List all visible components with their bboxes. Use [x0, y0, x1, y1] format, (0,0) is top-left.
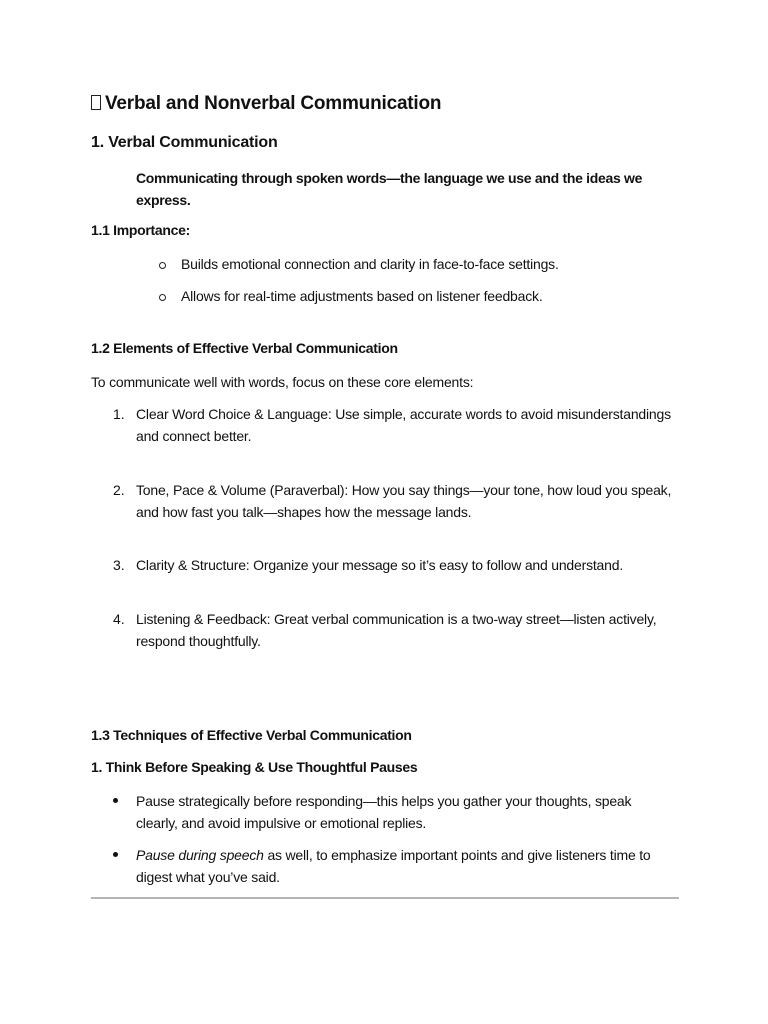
section-heading-verbal-communication: 1. Verbal Communication — [91, 134, 278, 151]
list-number: 4. — [113, 611, 125, 627]
subheading-importance: 1.1 Importance: — [91, 222, 190, 238]
bullet-icon — [113, 852, 118, 857]
bullet-icon — [113, 798, 118, 803]
list-number: 3. — [113, 557, 125, 573]
document-title: Verbal and Nonverbal Communication — [91, 93, 441, 115]
horizontal-divider — [91, 897, 679, 899]
emphasized-text: Pause during speech — [136, 847, 264, 863]
elements-intro: To communicate well with words, focus on these core elements: — [91, 374, 474, 390]
missing-glyph-icon — [91, 95, 101, 110]
subheading-elements: 1.2 Elements of Effective Verbal Communication — [91, 340, 398, 356]
list-number: 2. — [113, 482, 125, 498]
list-number: 1. — [113, 406, 125, 422]
hollow-bullet-icon — [159, 262, 166, 269]
section-lead: Communicating through spoken words—the language we use and the ideas we express. — [136, 170, 643, 208]
technique-heading: 1. Think Before Speaking & Use Thoughtful Pauses — [91, 759, 418, 775]
hollow-bullet-icon — [159, 294, 166, 301]
subheading-techniques: 1.3 Techniques of Effective Verbal Communication — [91, 727, 412, 743]
